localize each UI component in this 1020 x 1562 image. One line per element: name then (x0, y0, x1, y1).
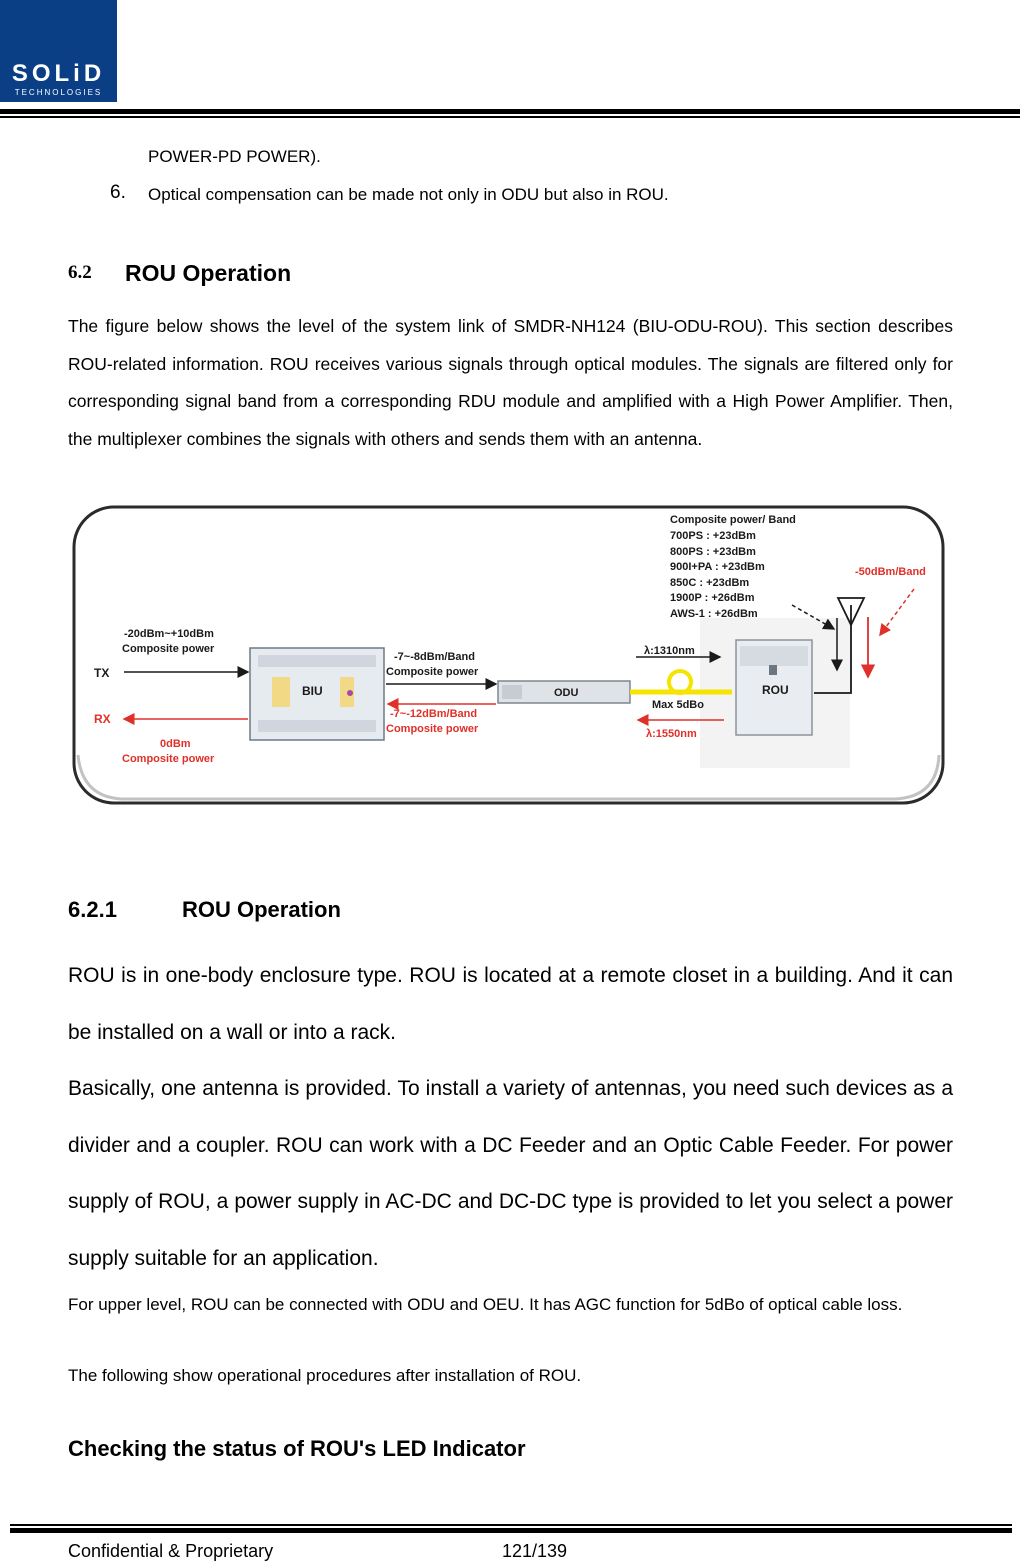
biu-odu-dl-note: Composite power (386, 666, 479, 678)
section-number: 6.2 (68, 262, 92, 283)
biu-label: BIU (302, 684, 323, 698)
wavelength-1310: λ:1310nm (644, 645, 695, 657)
composite-title: Composite power/ Band (670, 514, 796, 526)
biu-odu-ul-note: Composite power (386, 723, 479, 735)
tx-level: -20dBm~+10dBm (124, 628, 214, 640)
list-item-text: Optical compensation can be made not only in ODU but also in ROU. (148, 185, 669, 204)
composite-line-850c: 850C : +23dBm (670, 577, 750, 589)
antenna-in-level: -50dBm/Band (855, 566, 926, 578)
subsection-number: 6.2.1 (68, 897, 117, 922)
composite-line-800ps: 800PS : +23dBm (670, 546, 756, 558)
section-paragraph: The figure below shows the level of the system link of SMDR-NH124 (BIU-ODU-ROU). This section describes ROU-related information. ROU receives various signals through optical modules. The signals are filtered only for corresponding signal band from a corresponding RDU module and amplified with a High Power Amplifier. Then, the multiplexer combines the signals with others and sends them with an antenna. (68, 316, 953, 449)
composite-line-700ps: 700PS : +23dBm (670, 530, 756, 542)
composite-line-900ipa: 900I+PA : +23dBm (670, 561, 765, 573)
list-number: 6. (110, 182, 126, 203)
logo-subtitle: TECHNOLOGIES (14, 88, 103, 97)
tx-label: TX (94, 666, 110, 680)
rx-level-note: Composite power (122, 753, 215, 765)
header-rule-thin (0, 116, 1020, 118)
led-heading: Checking the status of ROU's LED Indicator (68, 1436, 526, 1461)
paragraph-upper-level: For upper level, ROU can be connected with ODU and OEU. It has AGC function for 5dBo of optical cable loss. (68, 1295, 903, 1314)
footer-rule-thin (10, 1524, 1012, 1526)
logo-wordmark: SOLiD (11, 60, 106, 87)
rx-label: RX (94, 712, 111, 726)
system-link-diagram (72, 505, 945, 805)
biu-odu-ul-level: -7~-12dBm/Band (390, 708, 478, 720)
footer-confidential: Confidential & Proprietary (68, 1541, 274, 1561)
odu-label: ODU (554, 687, 579, 699)
composite-line-1900p: 1900P : +26dBm (670, 592, 755, 604)
tx-level-note: Composite power (122, 643, 215, 655)
biu-odu-dl-level: -7~-8dBm/Band (394, 651, 475, 663)
paragraph-antenna-power: Basically, one antenna is provided. To install a variety of antennas, you need such devices as a divider and a coupler. ROU can work with a DC Feeder and an Optic Cable Feeder. For power supply of ROU, a power supply in AC-DC and DC-DC type is provided to let you select a power supply suitable for an application. (68, 1077, 953, 1270)
subsection-title: ROU Operation (182, 897, 341, 922)
paragraph-procedures: The following show operational procedures after installation of ROU. (68, 1366, 582, 1385)
paragraph-enclosure: ROU is in one-body enclosure type. ROU is located at a remote closet in a building. And it can be installed on a wall or into a rack. (68, 964, 953, 1044)
subsection-paragraph (68, 948, 953, 1287)
rou-label: ROU (762, 683, 789, 697)
footer-rule-thick (10, 1528, 1012, 1533)
odu-unit (498, 681, 630, 703)
rou-unit (736, 640, 812, 735)
header-rule-thick (0, 109, 1020, 114)
section-title: ROU Operation (125, 260, 292, 286)
max-loss-label: Max 5dBo (652, 699, 704, 711)
biu-unit (250, 648, 384, 740)
continued-text: POWER-PD POWER). (148, 147, 321, 166)
rx-level: 0dBm (160, 738, 191, 750)
page-number: 121/139 (502, 1541, 568, 1561)
wavelength-1550: λ:1550nm (646, 728, 697, 740)
composite-line-aws1: AWS-1 : +26dBm (670, 608, 758, 620)
company-logo (0, 0, 117, 102)
